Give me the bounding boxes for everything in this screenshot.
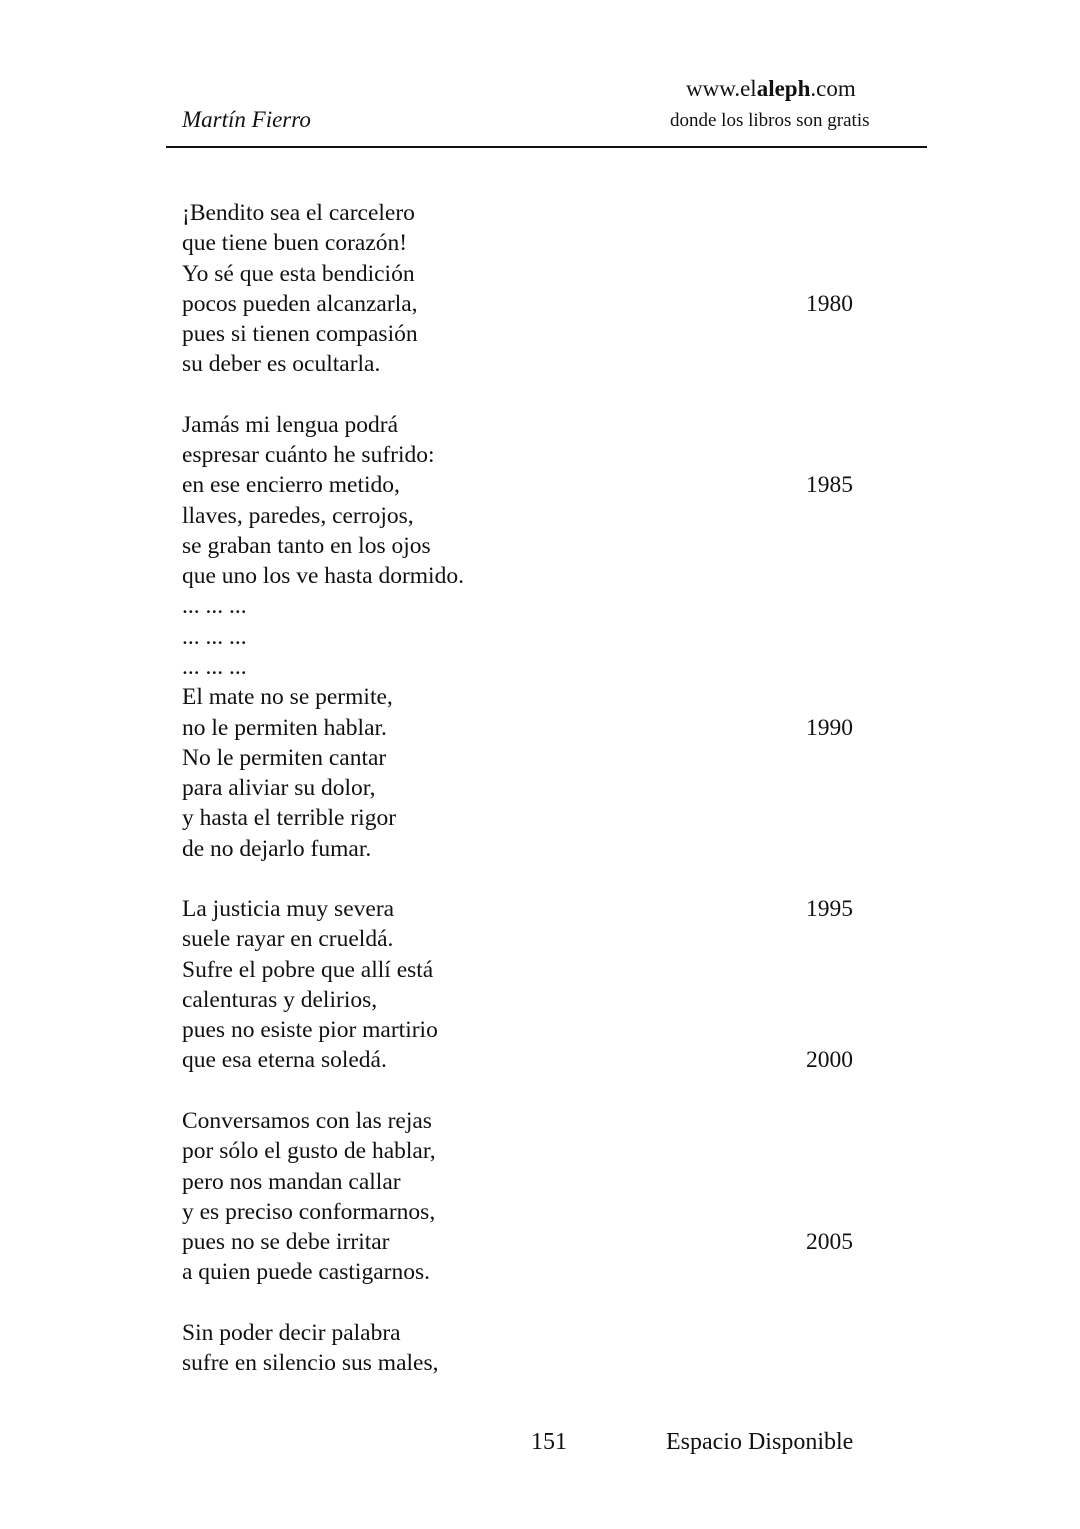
poem-body bbox=[182, 198, 882, 1378]
poem-line bbox=[182, 561, 882, 591]
poem-line-text: en ese encierro metido, bbox=[182, 472, 400, 499]
poem-line-text: que tiene buen corazón! bbox=[182, 230, 408, 257]
book-title: Martín Fierro bbox=[182, 107, 311, 132]
poem-line bbox=[182, 622, 882, 652]
poem-line-text: su deber es ocultarla. bbox=[182, 351, 381, 378]
poem-line-text: ... ... ... bbox=[182, 653, 247, 680]
poem-line-text: Sin poder decir palabra bbox=[182, 1319, 401, 1346]
poem-line-text: que uno los ve hasta dormido. bbox=[182, 563, 464, 590]
site-url bbox=[686, 74, 856, 104]
poem-line bbox=[182, 531, 882, 561]
site-tagline: donde los libros son gratis bbox=[670, 110, 870, 131]
poem-line-text: ... ... ... bbox=[182, 593, 247, 620]
poem-line bbox=[182, 410, 882, 440]
poem-line-text: El mate no se permite, bbox=[182, 684, 393, 711]
poem-line bbox=[182, 591, 882, 621]
poem-line bbox=[182, 924, 882, 954]
poem-line bbox=[182, 289, 882, 319]
poem-line bbox=[182, 834, 882, 864]
poem-line-text: espresar cuánto he sufrido: bbox=[182, 442, 435, 469]
poem-line-text: pocos pueden alcanzarla, bbox=[182, 290, 418, 317]
page-number: 151 bbox=[531, 1429, 567, 1455]
verse-line-number: 1985 bbox=[806, 472, 853, 499]
poem-line bbox=[182, 894, 882, 924]
poem-line-text: La justicia muy severa bbox=[182, 896, 395, 923]
stanza-break bbox=[182, 1288, 882, 1318]
poem-line bbox=[182, 743, 882, 773]
poem-line-text: ¡Bendito sea el carcelero bbox=[182, 200, 415, 226]
verse-line-number: 1995 bbox=[806, 896, 853, 923]
header-divider bbox=[166, 146, 927, 148]
poem-line bbox=[182, 198, 882, 228]
poem-line-text: suele rayar en crueldá. bbox=[182, 926, 394, 953]
poem-line bbox=[182, 319, 882, 349]
poem-line-text: y hasta el terrible rigor bbox=[182, 805, 397, 832]
poem-line-text: no le permiten hablar. bbox=[182, 714, 387, 741]
stanza-break bbox=[182, 864, 882, 894]
poem-line-text: llaves, paredes, cerrojos, bbox=[182, 502, 414, 529]
poem-line-text: para aliviar su dolor, bbox=[182, 775, 376, 802]
poem-line bbox=[182, 682, 882, 712]
poem-line bbox=[182, 1197, 882, 1227]
poem-line-text: pues no se debe irritar bbox=[182, 1229, 390, 1256]
poem-line bbox=[182, 803, 882, 833]
poem-line-text: sufre en silencio sus males, bbox=[182, 1350, 439, 1377]
poem-line-text: a quien puede castigarnos. bbox=[182, 1259, 430, 1286]
poem-line bbox=[182, 1167, 882, 1197]
poem-line bbox=[182, 1136, 882, 1166]
poem-line bbox=[182, 228, 882, 258]
poem-line bbox=[182, 773, 882, 803]
poem-line-text: Conversamos con las rejas bbox=[182, 1107, 432, 1134]
poem-line bbox=[182, 1227, 882, 1257]
poem-line-text: que esa eterna soledá. bbox=[182, 1047, 387, 1074]
poem-line bbox=[182, 652, 882, 682]
stanza-break bbox=[182, 380, 882, 410]
poem-line bbox=[182, 1106, 882, 1136]
verse-line-number: 1980 bbox=[806, 290, 853, 317]
poem-line bbox=[182, 259, 882, 289]
verse-line-number: 1990 bbox=[806, 714, 853, 741]
poem-line-text: pero nos mandan callar bbox=[182, 1168, 401, 1195]
poem-line bbox=[182, 349, 882, 379]
poem-line-text: No le permiten cantar bbox=[182, 744, 387, 771]
poem-line-text: de no dejarlo fumar. bbox=[182, 835, 372, 862]
poem-line bbox=[182, 985, 882, 1015]
poem-line bbox=[182, 470, 882, 500]
site-url-suffix: .com bbox=[810, 76, 856, 101]
verse-line-number: 2000 bbox=[806, 1047, 853, 1074]
footer-note: Espacio Disponible bbox=[666, 1429, 854, 1455]
poem-line-text: se graban tanto en los ojos bbox=[182, 532, 431, 559]
poem-line-text: Sufre el pobre que allí está bbox=[182, 956, 434, 983]
poem-line-text: ... ... ... bbox=[182, 623, 247, 650]
poem-line bbox=[182, 1318, 882, 1348]
poem-line-text: Jamás mi lengua podrá bbox=[182, 411, 399, 438]
poem-line bbox=[182, 1257, 882, 1287]
stanza-break bbox=[182, 1076, 882, 1106]
poem-line-text: por sólo el gusto de hablar, bbox=[182, 1138, 436, 1165]
poem-line bbox=[182, 955, 882, 985]
poem-line bbox=[182, 1348, 882, 1378]
poem-line bbox=[182, 501, 882, 531]
poem-line bbox=[182, 1045, 882, 1075]
poem-line-text: calenturas y delirios, bbox=[182, 986, 378, 1013]
site-url-prefix: www.el bbox=[686, 76, 757, 101]
verse-line-number: 2005 bbox=[806, 1229, 853, 1256]
poem-line-text: pues no esiste pior martirio bbox=[182, 1017, 438, 1044]
poem-line bbox=[182, 440, 882, 470]
site-url-bold: aleph bbox=[756, 76, 811, 101]
poem-line-text: y es preciso conformarnos, bbox=[182, 1198, 436, 1225]
poem-line-text: Yo sé que esta bendición bbox=[182, 260, 415, 287]
poem-line-text: pues si tienen compasión bbox=[182, 321, 418, 348]
poem-line bbox=[182, 1015, 882, 1045]
poem-line bbox=[182, 713, 882, 743]
